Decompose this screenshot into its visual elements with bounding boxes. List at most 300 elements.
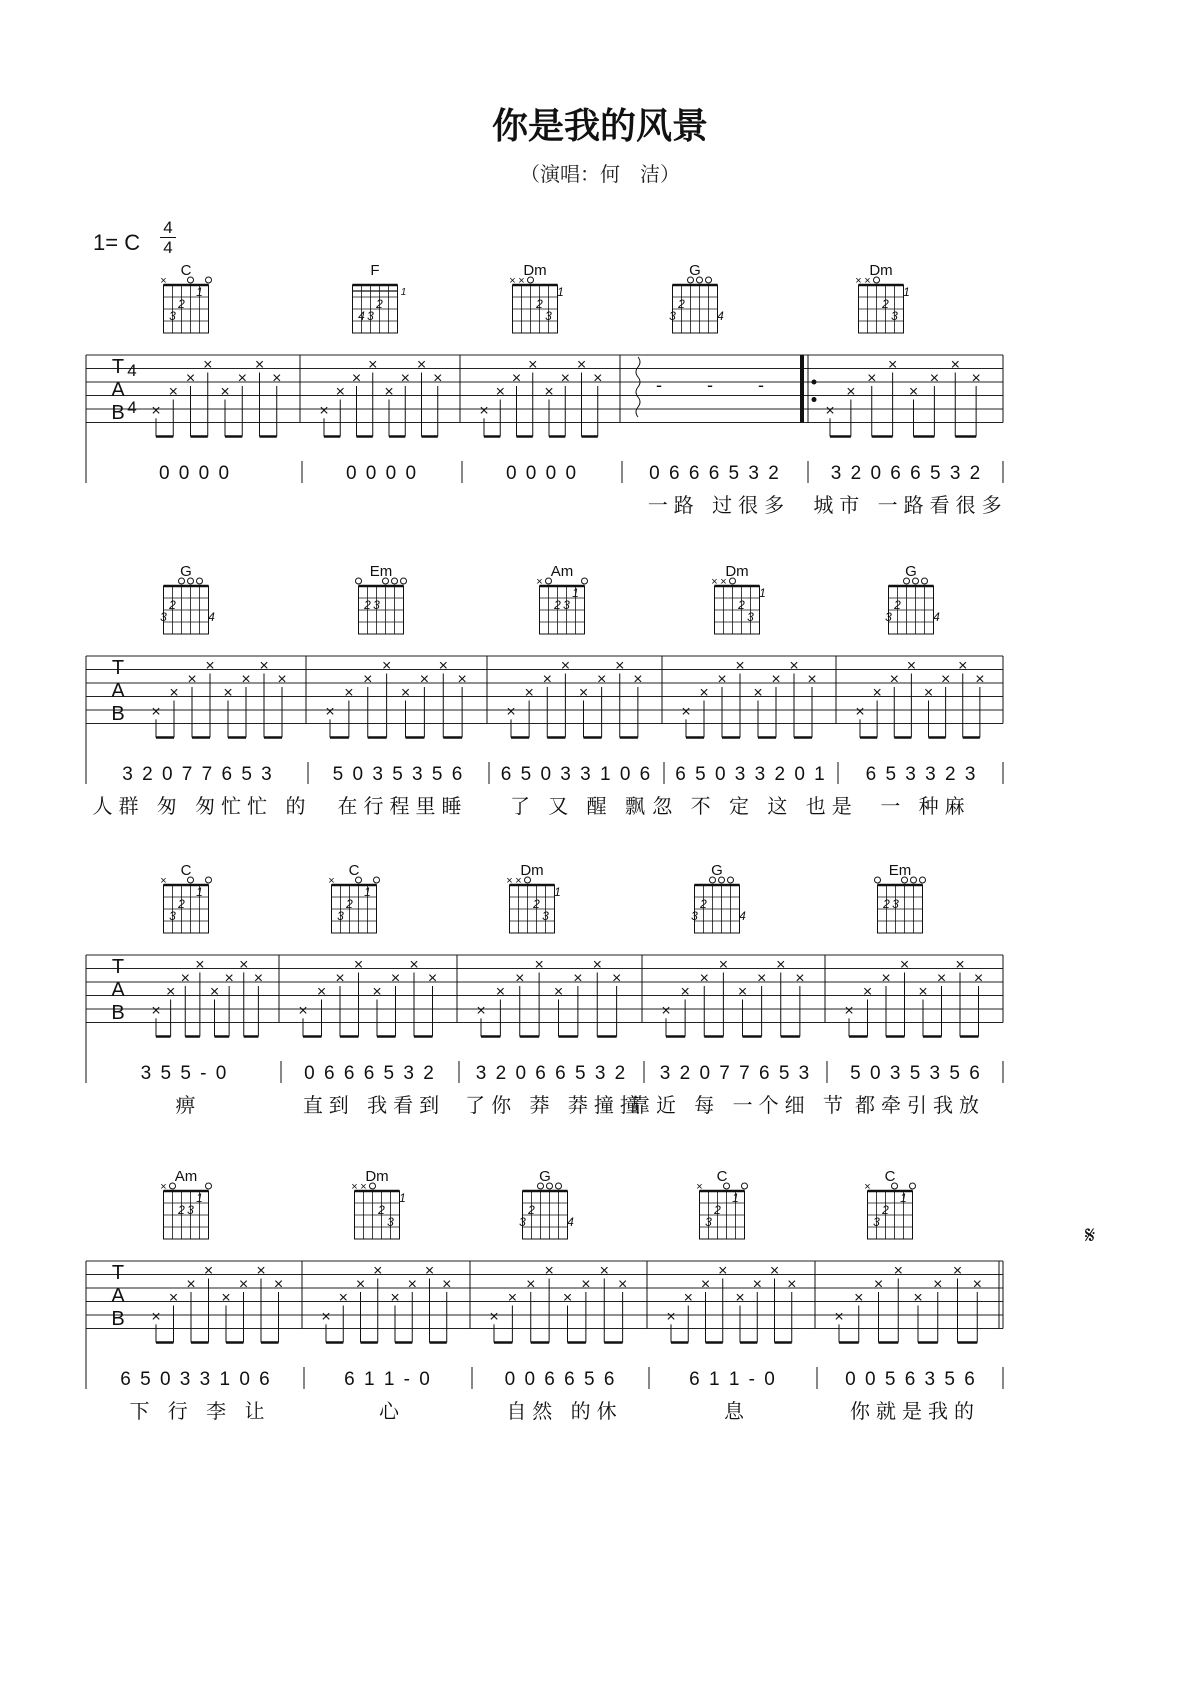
tab-time-top: 4: [127, 361, 137, 380]
jianpu-notes: 0 6 6 6 5 3 2: [649, 463, 781, 484]
tab-x-note: ×: [390, 969, 401, 987]
chord-finger-number: 3: [563, 598, 570, 612]
jianpu-notes: 0 6 6 6 5 3 2: [304, 1063, 436, 1084]
tab-x-note: ×: [787, 1275, 797, 1293]
tab-x-note: ×: [776, 956, 786, 974]
tab-x-note: ×: [913, 1289, 923, 1307]
chord-muted-string-mark: ×: [506, 875, 513, 887]
chord-diagram-c: [160, 862, 211, 933]
chord-open-string-mark: [206, 1183, 212, 1189]
jianpu-notes: 6 5 0 3 3 2 0 1: [675, 764, 827, 785]
tab-clef-letter: B: [111, 1002, 125, 1024]
lyrics: 了你 莽 莽撞撞: [465, 1093, 646, 1117]
tab-x-note: ×: [923, 684, 934, 702]
tab-x-note: ×: [506, 703, 516, 721]
chord-muted-string-mark: ×: [509, 275, 516, 287]
singer-credit: （演唱：何 洁）: [520, 162, 680, 186]
tab-x-note: ×: [351, 369, 362, 387]
lyrics: 在行程里睡: [337, 794, 468, 818]
lyrics: 息: [724, 1399, 750, 1423]
tab-x-note: ×: [195, 956, 205, 974]
tab-x-note: ×: [319, 402, 329, 420]
chord-muted-string-mark: ×: [518, 275, 525, 287]
tab-x-note: ×: [524, 684, 534, 702]
tab-x-note: ×: [593, 369, 603, 387]
chord-diagram-em: [875, 862, 926, 933]
tab-x-note: ×: [507, 1289, 518, 1307]
tab-x-note: ×: [573, 969, 583, 987]
lyrics: 一 种麻: [880, 794, 971, 818]
chord-name: G: [905, 563, 917, 580]
chord-finger-number: 3: [542, 909, 549, 923]
jianpu-notes: 0 0 0 0: [345, 463, 419, 484]
chord-finger-number: 1: [554, 885, 561, 899]
chord-finger-number: 3: [691, 909, 698, 923]
chord-diagram-g: [885, 563, 940, 634]
tab-x-note: ×: [834, 1308, 844, 1326]
chord-name: Em: [369, 563, 393, 580]
rest-marks: - - -: [656, 375, 784, 395]
tab-clef-letter: T: [111, 356, 125, 378]
chord-finger-number: 3: [705, 1215, 712, 1229]
tab-x-note: ×: [424, 1262, 435, 1280]
tab-x-note: ×: [867, 369, 877, 387]
chord-finger-number: 2: [178, 897, 185, 911]
tab-measure: [636, 357, 790, 517]
chord-muted-string-mark: ×: [328, 875, 335, 887]
tab-x-note: ×: [321, 1308, 331, 1326]
chord-name: Am: [174, 1168, 198, 1185]
tab-measure: [465, 956, 646, 1117]
chord-diagram-c: [328, 862, 379, 933]
tab-x-note: ×: [769, 1262, 780, 1280]
tab-measure: [120, 1262, 283, 1423]
tab-x-note: ×: [416, 356, 427, 374]
tab-x-note: ×: [526, 1275, 536, 1293]
tab-measure: [151, 356, 281, 484]
tab-clef-letter: B: [111, 1308, 125, 1330]
tab-x-note: ×: [384, 383, 394, 401]
tab-measure: [834, 1262, 982, 1423]
chord-finger-number: 1: [400, 287, 407, 298]
chord-diagram-f: [353, 262, 407, 333]
tab-x-note: ×: [151, 402, 161, 420]
jianpu-notes: 3 2 0 7 7 6 5 3: [122, 764, 274, 785]
tab-measure: [630, 956, 849, 1117]
chord-finger-number: 2: [178, 1203, 185, 1217]
tab-x-note: ×: [259, 657, 269, 675]
lyrics: 都牵引我放: [855, 1093, 985, 1117]
tab-x-note: ×: [950, 356, 960, 374]
tab-x-note: ×: [542, 670, 552, 688]
tab-clef-letter: T: [111, 657, 125, 679]
chord-finger-number: 1: [900, 1191, 907, 1205]
lyrics: 直到 我看到: [302, 1093, 446, 1117]
chord-finger-number: 2: [178, 297, 185, 311]
tab-x-note: ×: [717, 670, 727, 688]
tab-x-note: ×: [544, 1262, 554, 1280]
tab-x-note: ×: [906, 657, 917, 675]
tab-x-note: ×: [560, 657, 571, 675]
chord-diagram-dm: [351, 1168, 406, 1239]
tab-x-note: ×: [433, 369, 443, 387]
tab-x-note: ×: [205, 657, 215, 675]
tab-x-note: ×: [237, 369, 247, 387]
tab-x-note: ×: [596, 670, 607, 688]
chord-open-string-mark: [546, 578, 552, 584]
chord-finger-number: 4: [358, 309, 365, 323]
jianpu-notes: 3 2 0 6 6 5 3 2: [475, 1063, 628, 1084]
lyrics: 忽 不 定 这 也是: [652, 794, 858, 818]
time-signature-bottom: 4: [163, 238, 173, 257]
tab-x-note: ×: [825, 402, 835, 420]
chord-finger-number: 4: [739, 909, 746, 923]
chord-finger-number: 3: [891, 309, 898, 323]
tab-x-note: ×: [737, 983, 748, 1001]
song-title: 你是我的风景: [491, 106, 708, 147]
jianpu-notes: 5 0 3 5 3 5 6: [850, 1063, 982, 1084]
chord-name: C: [348, 862, 360, 879]
chord-name: Dm: [523, 262, 547, 279]
chord-finger-number: 1: [557, 285, 564, 299]
chord-open-string-mark: [911, 877, 917, 883]
repeat-dot: [812, 397, 817, 402]
tab-measure: [813, 356, 1007, 517]
tab-x-note: ×: [221, 1289, 231, 1307]
tab-x-note: ×: [873, 1275, 884, 1293]
tab-x-note: ×: [661, 1002, 671, 1020]
tab-x-note: ×: [544, 383, 554, 401]
tab-x-note: ×: [699, 684, 709, 702]
tab-measure: [855, 657, 984, 818]
tab-x-note: ×: [936, 969, 947, 987]
tab-x-note: ×: [335, 383, 345, 401]
tab-measure: [479, 356, 602, 484]
chord-finger-number: 1: [196, 885, 203, 899]
tab-x-note: ×: [495, 983, 506, 1001]
lyrics: 城市 一路看很多: [813, 493, 1008, 517]
tab-clef-letter: A: [111, 379, 125, 401]
chord-diagram-g: [519, 1168, 574, 1239]
chord-muted-string-mark: ×: [864, 1181, 871, 1193]
tab-x-note: ×: [633, 670, 643, 688]
tab-x-note: ×: [151, 703, 161, 721]
repeat-dot: [812, 380, 817, 385]
tab-x-note: ×: [427, 969, 438, 987]
jianpu-notes: 0 0 6 6 5 6: [504, 1369, 617, 1390]
chord-name: C: [884, 1168, 896, 1185]
chord-muted-string-mark: ×: [351, 1181, 358, 1193]
tab-clef-letter: T: [111, 956, 125, 978]
tab-x-note: ×: [203, 356, 213, 374]
chord-open-string-mark: [392, 578, 398, 584]
chord-finger-number: 3: [160, 610, 167, 624]
tab-x-note: ×: [241, 670, 251, 688]
chord-name: Em: [888, 862, 912, 879]
tab-x-note: ×: [528, 356, 538, 374]
tab-x-note: ×: [972, 1275, 982, 1293]
chord-finger-number: 3: [387, 1215, 394, 1229]
segno-sign: 𝄋: [1084, 1222, 1096, 1249]
tab-x-note: ×: [180, 969, 190, 987]
jianpu-notes: 6 5 0 3 3 1 0 6: [120, 1369, 272, 1390]
tab-x-note: ×: [511, 369, 522, 387]
tab-system-2: [86, 656, 1003, 818]
chord-diagram-am: [536, 563, 587, 634]
tab-x-note: ×: [254, 356, 265, 374]
tab-measure: [844, 956, 985, 1117]
tab-measure: [298, 956, 445, 1117]
tab-x-note: ×: [615, 657, 625, 675]
chord-finger-number: 3: [373, 598, 380, 612]
jianpu-notes: 5 0 3 5 3 5 6: [332, 764, 465, 785]
tab-x-note: ×: [534, 956, 544, 974]
arpeggio-wave: [636, 357, 640, 417]
tab-x-note: ×: [209, 983, 220, 1001]
chord-finger-number: 3: [669, 309, 676, 323]
chord-diagram-g: [691, 862, 746, 933]
tab-x-note: ×: [373, 1262, 383, 1280]
chord-muted-string-mark: ×: [855, 275, 862, 287]
tab-clef-letter: B: [111, 402, 125, 424]
lyrics: 痹: [175, 1093, 202, 1117]
chord-finger-number: 2: [883, 897, 890, 911]
tab-x-note: ×: [256, 1262, 266, 1280]
chord-open-string-mark: [922, 578, 928, 584]
tab-x-note: ×: [955, 956, 965, 974]
lyrics: 人群 匆 匆忙忙 的: [92, 794, 312, 818]
tab-x-note: ×: [862, 983, 873, 1001]
chord-diagram-dm: [855, 262, 910, 333]
chord-open-string-mark: [206, 277, 212, 283]
lyrics: 你就是我的: [850, 1399, 980, 1423]
tab-measure: [489, 1262, 627, 1423]
tab-x-note: ×: [735, 1289, 745, 1307]
tab-system-3: [86, 955, 1003, 1117]
tab-measure: [141, 956, 263, 1117]
tab-clef-letter: T: [111, 1262, 125, 1284]
tab-x-note: ×: [457, 670, 467, 688]
chord-open-string-mark: [582, 578, 588, 584]
tab-x-note: ×: [368, 356, 378, 374]
tab-x-note: ×: [223, 684, 233, 702]
tab-x-note: ×: [169, 684, 179, 702]
chord-finger-number: 1: [732, 1191, 739, 1205]
tab-x-note: ×: [718, 1262, 728, 1280]
tab-x-note: ×: [681, 703, 691, 721]
tab-x-note: ×: [753, 684, 763, 702]
tab-clef-letter: A: [111, 680, 125, 702]
tab-x-note: ×: [273, 1275, 284, 1293]
tab-x-note: ×: [325, 703, 335, 721]
tab-x-note: ×: [846, 383, 856, 401]
chord-diagram-dm: [711, 563, 766, 634]
tab-measure: [92, 657, 311, 818]
chord-name: C: [180, 862, 192, 879]
chord-finger-number: 3: [337, 909, 344, 923]
chord-finger-number: 3: [892, 897, 899, 911]
chord-finger-number: 3: [519, 1215, 526, 1229]
tab-x-note: ×: [151, 1308, 161, 1326]
chord-diagram-c: [160, 262, 211, 333]
chord-open-string-mark: [356, 578, 362, 584]
chord-name: Dm: [869, 262, 893, 279]
tab-x-note: ×: [581, 1275, 591, 1293]
chord-name: Dm: [365, 1168, 389, 1185]
tab-x-note: ×: [353, 956, 364, 974]
tab-x-note: ×: [756, 969, 767, 987]
chord-finger-number: 3: [885, 610, 892, 624]
chord-finger-number: 2: [533, 897, 540, 911]
chord-diagram-em: [356, 563, 407, 634]
chord-finger-number: 3: [747, 610, 754, 624]
jianpu-notes: 6 1 1 - 0: [689, 1369, 777, 1390]
chord-name: Am: [550, 563, 574, 580]
tab-x-note: ×: [887, 356, 898, 374]
chord-finger-number: 2: [700, 897, 707, 911]
tab-x-note: ×: [186, 1275, 196, 1293]
tab-x-note: ×: [372, 983, 382, 1001]
chord-diagram-c: [864, 1168, 915, 1239]
tab-x-note: ×: [599, 1262, 609, 1280]
chord-finger-number: 1: [903, 285, 910, 299]
chord-finger-number: 2: [738, 598, 745, 612]
tab-x-note: ×: [735, 657, 745, 675]
tab-x-note: ×: [752, 1275, 762, 1293]
tab-x-note: ×: [889, 670, 899, 688]
jianpu-notes: 6 5 0 3 3 1 0 6: [500, 764, 653, 785]
chord-name: Dm: [725, 563, 749, 580]
key-signature: 1= C: [93, 230, 141, 255]
tab-x-note: ×: [952, 1262, 963, 1280]
tab-x-note: ×: [203, 1262, 214, 1280]
tab-x-note: ×: [168, 1289, 179, 1307]
chord-finger-number: 2: [536, 297, 543, 311]
lyrics: 靠近 每 一个细 节: [629, 1093, 850, 1117]
chord-open-string-mark: [728, 877, 734, 883]
chord-muted-string-mark: ×: [536, 576, 543, 588]
chord-diagram-am: [160, 1168, 211, 1239]
tab-x-note: ×: [479, 402, 489, 420]
chord-open-string-mark: [875, 877, 881, 883]
chord-diagram-g: [669, 262, 724, 333]
lyrics: 自然 的休: [506, 1399, 623, 1423]
chord-open-string-mark: [197, 578, 203, 584]
tab-measure: [652, 657, 857, 818]
tab-x-note: ×: [893, 1262, 903, 1280]
tab-measure: [666, 1262, 796, 1423]
tab-x-note: ×: [338, 1289, 348, 1307]
tab-measure: [319, 356, 442, 484]
tab-x-note: ×: [298, 1002, 308, 1020]
tab-x-note: ×: [929, 369, 940, 387]
chord-finger-number: 1: [572, 586, 579, 600]
chord-muted-string-mark: ×: [720, 576, 727, 588]
chord-muted-string-mark: ×: [160, 1181, 167, 1193]
chord-finger-number: 1: [364, 885, 371, 899]
chord-open-string-mark: [706, 277, 712, 283]
chord-finger-number: 2: [376, 297, 383, 311]
tab-x-note: ×: [899, 956, 910, 974]
chord-finger-number: 4: [717, 309, 724, 323]
tab-x-note: ×: [975, 670, 985, 688]
tab-x-note: ×: [495, 383, 505, 401]
tab-x-note: ×: [344, 684, 354, 702]
chord-finger-number: 2: [554, 598, 561, 612]
tab-x-note: ×: [239, 956, 249, 974]
tab-x-note: ×: [855, 703, 865, 721]
chord-open-string-mark: [910, 1183, 916, 1189]
tab-x-note: ×: [187, 670, 197, 688]
tab-x-note: ×: [699, 969, 709, 987]
tab-x-note: ×: [335, 969, 345, 987]
chord-name: F: [370, 262, 380, 279]
tab-x-note: ×: [908, 383, 919, 401]
tab-x-note: ×: [316, 983, 327, 1001]
tab-x-note: ×: [151, 1002, 161, 1020]
tab-clef-letter: A: [111, 979, 125, 1001]
chord-diagram-dm: [506, 862, 561, 933]
chord-open-string-mark: [556, 1183, 562, 1189]
chord-open-string-mark: [742, 1183, 748, 1189]
chord-open-string-mark: [401, 578, 407, 584]
tab-measure: [325, 657, 467, 818]
tab-x-note: ×: [442, 1275, 452, 1293]
chord-name: G: [689, 262, 701, 279]
chord-finger-number: 2: [882, 297, 889, 311]
chord-finger-number: 2: [882, 1203, 889, 1217]
tab-x-note: ×: [971, 369, 981, 387]
tab-x-note: ×: [220, 383, 230, 401]
tab-x-note: ×: [165, 983, 176, 1001]
tab-x-note: ×: [611, 969, 622, 987]
tab-system-1: [86, 355, 1008, 517]
jianpu-notes: 6 5 3 3 2 3: [865, 764, 978, 785]
tab-measure: [501, 657, 653, 818]
tab-x-note: ×: [185, 369, 196, 387]
tab-x-note: ×: [224, 969, 234, 987]
tab-x-note: ×: [168, 383, 178, 401]
tab-x-note: ×: [253, 969, 264, 987]
chord-finger-number: 3: [873, 1215, 880, 1229]
tab-x-note: ×: [617, 1275, 628, 1293]
tab-x-note: ×: [553, 983, 564, 1001]
chord-finger-number: 2: [346, 897, 353, 911]
tab-x-note: ×: [789, 657, 799, 675]
tab-x-note: ×: [438, 657, 448, 675]
chord-name: G: [539, 1168, 551, 1185]
chord-name: Dm: [520, 862, 544, 879]
tab-x-note: ×: [489, 1308, 499, 1326]
tab-x-note: ×: [771, 670, 781, 688]
jianpu-notes: 3 2 0 7 7 6 5 3: [659, 1063, 812, 1084]
tab-x-note: ×: [578, 684, 589, 702]
tab-x-note: ×: [718, 956, 729, 974]
tab-system-4: [86, 1261, 1003, 1423]
tab-x-note: ×: [390, 1289, 400, 1307]
tab-x-note: ×: [592, 956, 602, 974]
tab-x-note: ×: [419, 670, 430, 688]
tab-x-note: ×: [795, 969, 805, 987]
chord-open-string-mark: [374, 877, 380, 883]
tab-x-note: ×: [562, 1289, 573, 1307]
chord-finger-number: 4: [933, 610, 940, 624]
chord-muted-string-mark: ×: [864, 275, 871, 287]
tab-x-note: ×: [940, 670, 951, 688]
tab-x-note: ×: [683, 1289, 693, 1307]
jianpu-notes: 3 5 5 - 0: [140, 1063, 229, 1084]
tab-x-note: ×: [476, 1002, 486, 1020]
